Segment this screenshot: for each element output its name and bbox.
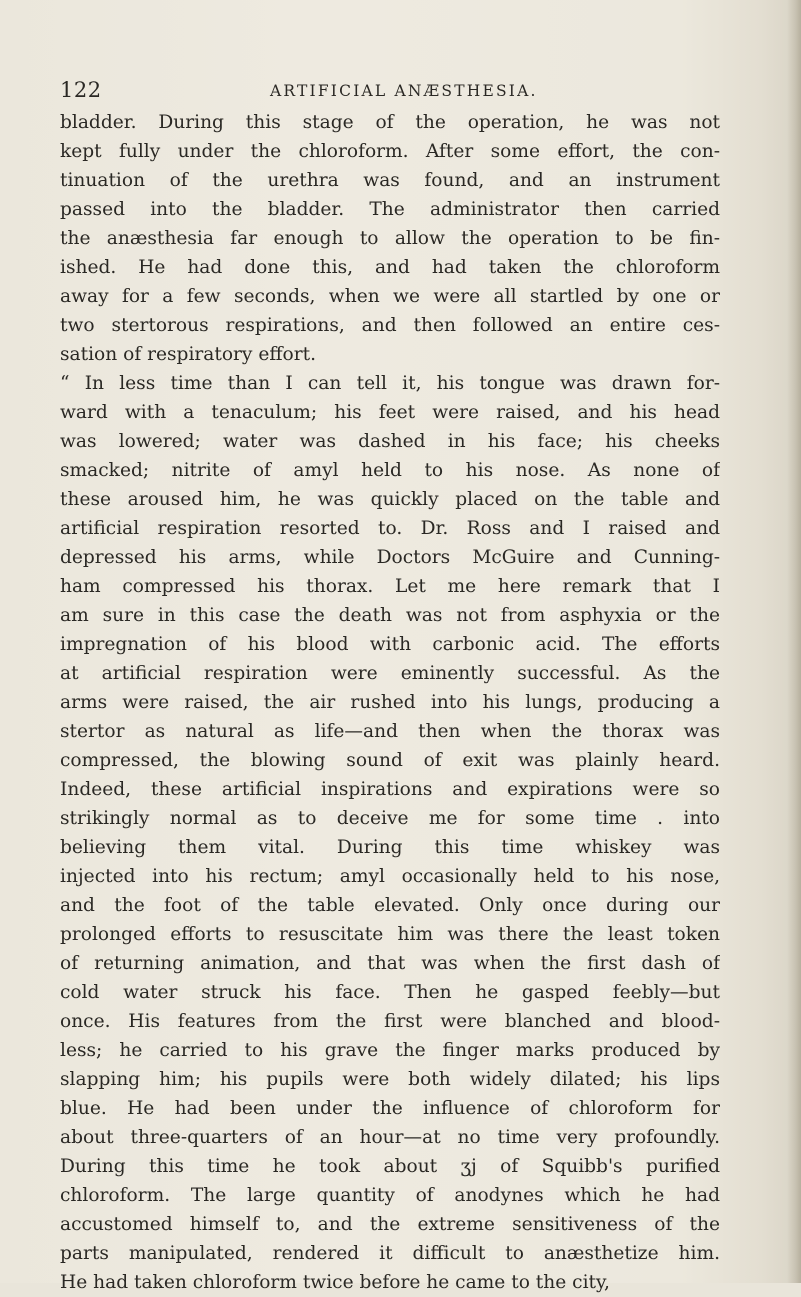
text-line: cold water struck his face. Then he gasped feebly—but <box>60 982 720 1003</box>
text-line: compressed, the blowing sound of exit was plainly heard. <box>60 750 720 771</box>
page-number: 122 <box>60 78 102 102</box>
text-line: arms were raised, the air rushed into his lungs, producing a <box>60 692 720 713</box>
text-line: away for a few seconds, when we were all startled by one or <box>60 286 720 307</box>
text-line: parts manipulated, rendered it difficult to anæsthetize him. <box>60 1243 720 1264</box>
text-line: prolonged efforts to resuscitate him was there the least token <box>60 924 720 945</box>
text-line: tinuation of the urethra was found, and an instrument <box>60 170 720 191</box>
text-line: artificial respiration resorted to. Dr. Ross and I raised and <box>60 518 720 539</box>
text-line: “ In less time than I can tell it, his tongue was drawn for- <box>60 373 720 394</box>
text-line: about three-quarters of an hour—at no time very profoundly. <box>60 1127 720 1148</box>
text-line: injected into his rectum; amyl occasionally held to his nose, <box>60 866 720 887</box>
text-line: strikingly normal as to deceive me for some time . into <box>60 808 720 829</box>
text-line: of returning animation, and that was when the first dash of <box>60 953 720 974</box>
body-text <box>60 108 720 1297</box>
text-line: kept fully under the chloroform. After some effort, the con- <box>60 141 720 162</box>
running-title: ARTIFICIAL ANÆSTHESIA. <box>270 82 538 100</box>
text-line: once. His features from the first were blanched and blood- <box>60 1011 720 1032</box>
text-line: was lowered; water was dashed in his face; his cheeks <box>60 431 720 452</box>
text-line: depressed his arms, while Doctors McGuire and Cunning- <box>60 547 720 568</box>
text-line: am sure in this case the death was not from asphyxia or the <box>60 605 720 626</box>
text-line: accustomed himself to, and the extreme sensitiveness of the <box>60 1214 720 1235</box>
text-line: chloroform. The large quantity of anodynes which he had <box>60 1185 720 1206</box>
text-line: He had taken chloroform twice before he came to the city, <box>60 1272 610 1293</box>
text-line: blue. He had been under the influence of chloroform for <box>60 1098 720 1119</box>
text-line: bladder. During this stage of the operation, he was not <box>60 112 720 133</box>
text-line: believing them vital. During this time whiskey was <box>60 837 720 858</box>
text-line: two stertorous respirations, and then followed an entire ces- <box>60 315 720 336</box>
text-line: less; he carried to his grave the finger marks produced by <box>60 1040 720 1061</box>
text-line: During this time he took about ʒj of Squibb's purified <box>60 1156 720 1177</box>
text-line: at artificial respiration were eminently successful. As the <box>60 663 720 684</box>
text-line: stertor as natural as life—and then when the thorax was <box>60 721 720 742</box>
text-line: sation of respiratory effort. <box>60 344 317 365</box>
text-line: ward with a tenaculum; his feet were raised, and his head <box>60 402 720 423</box>
text-line: impregnation of his blood with carbonic acid. The efforts <box>60 634 720 655</box>
text-line: Indeed, these artificial inspirations and expirations were so <box>60 779 720 800</box>
text-line: smacked; nitrite of amyl held to his nose. As none of <box>60 460 720 481</box>
text-line: and the foot of the table elevated. Only once during our <box>60 895 720 916</box>
text-line: ham compressed his thorax. Let me here remark that I <box>60 576 720 597</box>
text-line: passed into the bladder. The administrator then carried <box>60 199 720 220</box>
text-line: the anæsthesia far enough to allow the operation to be fin- <box>60 228 720 249</box>
text-line: ished. He had done this, and had taken the chloroform <box>60 257 720 278</box>
running-head <box>60 78 720 108</box>
text-line: these aroused him, he was quickly placed on the table and <box>60 489 720 510</box>
text-line: slapping him; his pupils were both widely dilated; his lips <box>60 1069 720 1090</box>
page-edge-shadow <box>787 0 801 1283</box>
